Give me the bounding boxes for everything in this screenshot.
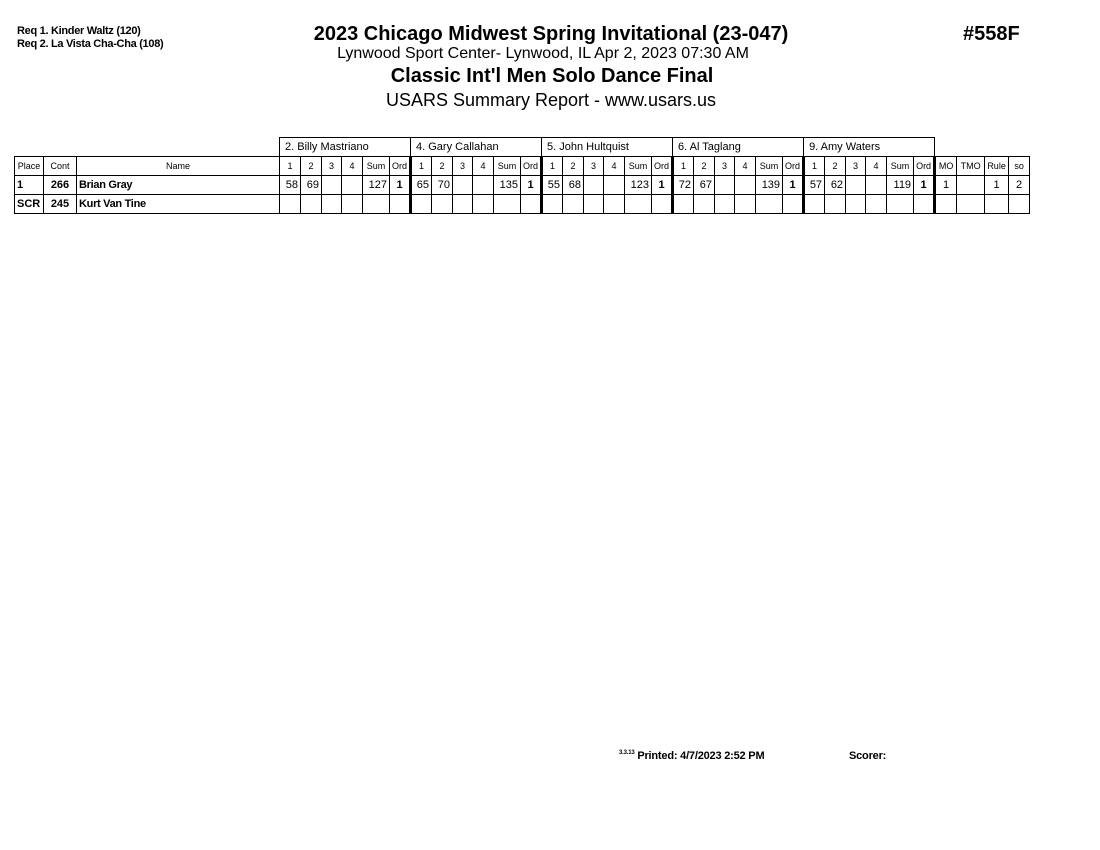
col-header-1: 1 — [542, 157, 563, 176]
score-1-cell — [673, 195, 694, 214]
judge-name: 2. Billy Mastriano — [280, 138, 411, 157]
event-title: Classic Int'l Men Solo Dance Final — [390, 65, 714, 87]
score-3-cell — [453, 195, 473, 214]
tail-so-cell: 2 — [1009, 176, 1030, 195]
score-2-cell: 67 — [694, 176, 715, 195]
judge-name: 5. John Hultquist — [542, 138, 673, 157]
col-header-2: 2 — [301, 157, 322, 176]
judge-header-row — [15, 138, 1030, 157]
score-2-cell — [301, 195, 322, 214]
score-sum-cell — [887, 195, 914, 214]
score-3-cell — [584, 176, 604, 195]
score-sum-cell: 135 — [494, 176, 521, 195]
place-cell: SCR — [15, 195, 44, 214]
score-3-cell — [453, 176, 473, 195]
column-header-row — [15, 157, 1030, 176]
col-header-3: 3 — [715, 157, 735, 176]
score-4-cell — [735, 195, 756, 214]
judge-name: 9. Amy Waters — [804, 138, 935, 157]
col-header-3: 3 — [453, 157, 473, 176]
score-sum-cell: 119 — [887, 176, 914, 195]
col-header-sum: Sum — [887, 157, 914, 176]
col-header-4: 4 — [735, 157, 756, 176]
score-1-cell: 55 — [542, 176, 563, 195]
col-header-2: 2 — [694, 157, 715, 176]
col-header-4: 4 — [866, 157, 887, 176]
venue-line: Lynwood Sport Center- Lynwood, IL Apr 2, 2023 07:30 AM — [337, 45, 749, 62]
place-cell: 1 — [15, 176, 44, 195]
tail-tmo-cell — [957, 176, 985, 195]
requirement-2: Req 2. La Vista Cha-Cha (108) — [17, 38, 164, 50]
col-header-sum: Sum — [494, 157, 521, 176]
col-header-3: 3 — [584, 157, 604, 176]
version-label: 3.3.13 — [619, 750, 635, 756]
score-2-cell — [825, 195, 846, 214]
col-header-2: 2 — [825, 157, 846, 176]
event-number: #558F — [963, 23, 1020, 45]
col-header-sum: Sum — [363, 157, 390, 176]
col-header-so: so — [1009, 157, 1030, 176]
ordinal-cell: 1 — [390, 176, 411, 195]
score-4-cell — [473, 176, 494, 195]
col-header-3: 3 — [322, 157, 342, 176]
col-header-1: 1 — [804, 157, 825, 176]
table-corner — [15, 138, 280, 157]
col-header-sum: Sum — [625, 157, 652, 176]
score-3-cell — [715, 176, 735, 195]
score-4-cell — [604, 176, 625, 195]
score-4-cell — [735, 176, 756, 195]
requirement-1: Req 1. Kinder Waltz (120) — [17, 25, 141, 37]
score-2-cell — [432, 195, 453, 214]
col-header-cont: Cont — [44, 157, 77, 176]
score-4-cell — [604, 195, 625, 214]
score-1-cell: 65 — [411, 176, 432, 195]
score-3-cell — [846, 195, 866, 214]
score-sum-cell — [494, 195, 521, 214]
col-header-4: 4 — [342, 157, 363, 176]
ordinal-cell — [783, 195, 804, 214]
tail-so-cell — [1009, 195, 1030, 214]
col-header-1: 1 — [673, 157, 694, 176]
score-sum-cell: 139 — [756, 176, 783, 195]
table-row — [15, 195, 1030, 214]
score-2-cell: 68 — [563, 176, 584, 195]
score-3-cell — [715, 195, 735, 214]
report-title: USARS Summary Report - www.usars.us — [385, 90, 717, 110]
col-header-tmo: TMO — [957, 157, 985, 176]
ordinal-cell — [914, 195, 935, 214]
name-cell: Brian Gray — [77, 176, 280, 195]
judge-name: 4. Gary Callahan — [411, 138, 542, 157]
col-header-1: 1 — [280, 157, 301, 176]
scorer-label: Scorer: — [849, 750, 887, 762]
ordinal-cell: 1 — [914, 176, 935, 195]
col-header-ord: Ord — [390, 157, 411, 176]
printed-timestamp — [619, 750, 764, 762]
score-1-cell: 72 — [673, 176, 694, 195]
ordinal-cell: 1 — [652, 176, 673, 195]
col-header-mo: MO — [935, 157, 957, 176]
tail-mo-cell — [935, 195, 957, 214]
score-sum-cell: 127 — [363, 176, 390, 195]
judge-name: 6. Al Taglang — [673, 138, 804, 157]
ordinal-cell — [652, 195, 673, 214]
col-header-2: 2 — [563, 157, 584, 176]
ordinal-cell: 1 — [521, 176, 542, 195]
cont-cell: 245 — [44, 195, 77, 214]
score-sum-cell: 123 — [625, 176, 652, 195]
score-4-cell — [342, 176, 363, 195]
ordinal-cell — [521, 195, 542, 214]
score-sum-cell — [756, 195, 783, 214]
score-3-cell — [846, 176, 866, 195]
col-header-ord: Ord — [914, 157, 935, 176]
col-header-3: 3 — [846, 157, 866, 176]
score-3-cell — [584, 195, 604, 214]
name-cell: Kurt Van Tine — [77, 195, 280, 214]
col-header-4: 4 — [473, 157, 494, 176]
col-header-4: 4 — [604, 157, 625, 176]
score-2-cell — [694, 195, 715, 214]
ordinal-cell: 1 — [783, 176, 804, 195]
score-sum-cell — [625, 195, 652, 214]
tail-tmo-cell — [957, 195, 985, 214]
table-row — [15, 176, 1030, 195]
results-table — [14, 137, 1030, 214]
col-header-ord: Ord — [783, 157, 804, 176]
score-2-cell — [563, 195, 584, 214]
competition-title: 2023 Chicago Midwest Spring Invitational (23-047) — [313, 23, 789, 45]
score-3-cell — [322, 195, 342, 214]
score-4-cell — [866, 176, 887, 195]
score-2-cell: 70 — [432, 176, 453, 195]
tail-mo-cell: 1 — [935, 176, 957, 195]
printed-label: Printed: 4/7/2023 2:52 PM — [637, 750, 765, 762]
score-2-cell: 62 — [825, 176, 846, 195]
tail-rule-cell — [985, 195, 1009, 214]
score-1-cell — [542, 195, 563, 214]
score-1-cell: 57 — [804, 176, 825, 195]
col-header-1: 1 — [411, 157, 432, 176]
col-header-place: Place — [15, 157, 44, 176]
score-4-cell — [866, 195, 887, 214]
col-header-sum: Sum — [756, 157, 783, 176]
score-2-cell: 69 — [301, 176, 322, 195]
ordinal-cell — [390, 195, 411, 214]
score-1-cell — [411, 195, 432, 214]
col-header-ord: Ord — [652, 157, 673, 176]
score-4-cell — [342, 195, 363, 214]
col-header-name: Name — [77, 157, 280, 176]
score-sum-cell — [363, 195, 390, 214]
col-header-2: 2 — [432, 157, 453, 176]
score-4-cell — [473, 195, 494, 214]
score-1-cell — [280, 195, 301, 214]
score-1-cell: 58 — [280, 176, 301, 195]
tail-rule-cell: 1 — [985, 176, 1009, 195]
col-header-ord: Ord — [521, 157, 542, 176]
score-3-cell — [322, 176, 342, 195]
score-1-cell — [804, 195, 825, 214]
cont-cell: 266 — [44, 176, 77, 195]
col-header-rule: Rule — [985, 157, 1009, 176]
